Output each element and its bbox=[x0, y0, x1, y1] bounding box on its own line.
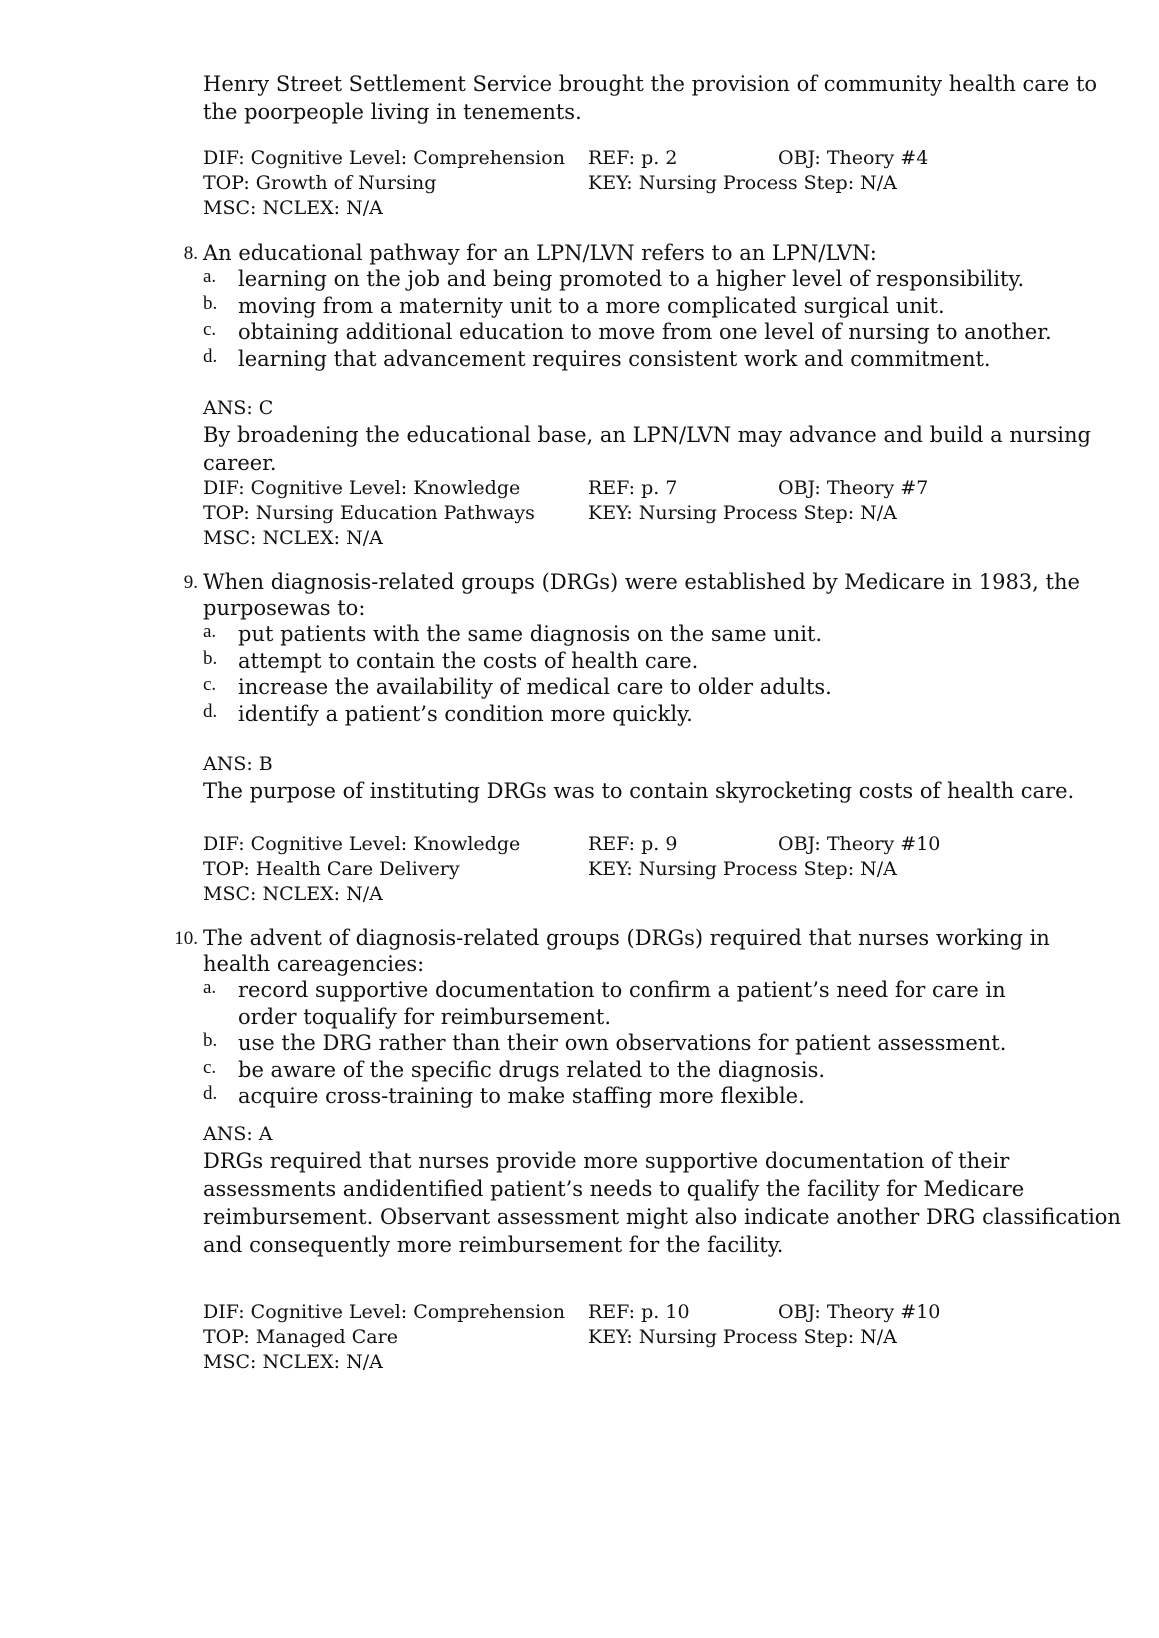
meta-key: KEY: Nursing Process Step: N/A bbox=[588, 858, 897, 880]
answer-option-b bbox=[150, 648, 1110, 675]
meta-topic: TOP: Nursing Education Pathways bbox=[203, 502, 535, 524]
answer-option-a bbox=[150, 621, 1110, 648]
question-number: 10. bbox=[174, 928, 198, 949]
answer-option-c bbox=[150, 674, 1110, 701]
question-stem-line: When diagnosis-related groups (DRGs) were established by Medicare in 1983, the bbox=[203, 570, 1080, 594]
meta-reference: REF: p. 7 bbox=[588, 477, 678, 499]
answer-block-8 bbox=[203, 396, 1123, 477]
answer-option-c bbox=[150, 319, 1110, 346]
answer-key: ANS: C bbox=[203, 397, 274, 419]
intro-rationale bbox=[203, 70, 1123, 126]
option-text: learning that advancement requires consistent work and commitment. bbox=[238, 346, 991, 371]
option-letter: d. bbox=[203, 345, 218, 367]
option-letter: d. bbox=[203, 1083, 218, 1104]
meta-difficulty: DIF: Cognitive Level: Knowledge bbox=[203, 833, 521, 855]
option-text: moving from a maternity unit to a more complicated surgical unit. bbox=[238, 293, 945, 318]
answer-block-9 bbox=[203, 752, 1123, 805]
meta-msc: MSC: NCLEX: N/A bbox=[203, 1351, 383, 1373]
option-letter: b. bbox=[203, 292, 218, 314]
meta-difficulty: DIF: Cognitive Level: Knowledge bbox=[203, 477, 521, 499]
meta-reference: REF: p. 2 bbox=[588, 147, 678, 169]
question-9 bbox=[150, 569, 1110, 727]
option-text: record supportive documentation to confirm a patient’s need for care in bbox=[238, 978, 1006, 1002]
meta-objective: OBJ: Theory #7 bbox=[778, 477, 929, 499]
option-letter: c. bbox=[203, 1056, 217, 1078]
question-stem bbox=[150, 569, 1110, 621]
intro-rationale-line: Henry Street Settlement Service brought the provision of community health care to bbox=[203, 72, 1098, 96]
question-8 bbox=[150, 240, 1110, 372]
meta-reference: REF: p. 10 bbox=[588, 1301, 690, 1323]
option-text: identify a patient’s condition more quickly. bbox=[238, 701, 693, 726]
answer-option-b bbox=[150, 1030, 1110, 1057]
meta-objective: OBJ: Theory #10 bbox=[778, 833, 941, 855]
question-9-metadata bbox=[203, 832, 963, 907]
option-text: put patients with the same diagnosis on the same unit. bbox=[238, 622, 823, 646]
option-letter: a. bbox=[203, 266, 217, 287]
question-10 bbox=[150, 925, 1110, 1110]
option-text: learning on the job and being promoted to a higher level of responsibility. bbox=[238, 267, 1025, 291]
meta-topic: TOP: Managed Care bbox=[203, 1326, 398, 1348]
question-stem-line: purposewas to: bbox=[203, 596, 366, 620]
question-stem bbox=[150, 240, 1110, 266]
answer-option-a bbox=[150, 266, 1110, 293]
answer-option-a bbox=[150, 977, 1110, 1030]
question-stem bbox=[150, 925, 1110, 977]
question-number: 8. bbox=[183, 243, 198, 264]
option-letter: a. bbox=[203, 977, 217, 998]
answer-option-d bbox=[150, 1083, 1110, 1110]
question-stem-line: An educational pathway for an LPN/LVN refers to an LPN/LVN: bbox=[203, 241, 877, 265]
option-letter: a. bbox=[203, 621, 217, 642]
question-number: 9. bbox=[183, 572, 198, 593]
meta-msc: MSC: NCLEX: N/A bbox=[203, 197, 383, 219]
intro-metadata bbox=[203, 146, 963, 221]
answer-key: ANS: B bbox=[203, 753, 273, 775]
question-10-metadata bbox=[203, 1300, 963, 1375]
rationale-line: The purpose of instituting DRGs was to contain skyrocketing costs of health care. bbox=[203, 779, 1075, 803]
meta-objective: OBJ: Theory #10 bbox=[778, 1301, 941, 1323]
rationale-line: reimbursement. Observant assessment might also indicate another DRG classification bbox=[203, 1205, 1121, 1229]
option-text: be aware of the specific drugs related to the diagnosis. bbox=[238, 1057, 826, 1082]
meta-topic: TOP: Health Care Delivery bbox=[203, 858, 460, 880]
question-stem-line: The advent of diagnosis-related groups (DRGs) required that nurses working in bbox=[203, 926, 1050, 950]
meta-difficulty: DIF: Cognitive Level: Comprehension bbox=[203, 1301, 565, 1323]
answer-option-d bbox=[150, 701, 1110, 728]
answer-key: ANS: A bbox=[203, 1123, 273, 1145]
option-text: order toqualify for reimbursement. bbox=[238, 1004, 611, 1029]
meta-reference: REF: p. 9 bbox=[588, 833, 678, 855]
question-8-metadata bbox=[203, 476, 963, 551]
option-letter: d. bbox=[203, 700, 218, 722]
option-text: acquire cross-training to make staffing more flexible. bbox=[238, 1084, 805, 1108]
meta-key: KEY: Nursing Process Step: N/A bbox=[588, 172, 897, 194]
option-letter: b. bbox=[203, 647, 218, 669]
meta-msc: MSC: NCLEX: N/A bbox=[203, 527, 383, 549]
answer-block-10 bbox=[203, 1122, 1123, 1259]
meta-key: KEY: Nursing Process Step: N/A bbox=[588, 1326, 897, 1348]
option-letter: c. bbox=[203, 674, 217, 695]
answer-option-c bbox=[150, 1057, 1110, 1084]
option-text: use the DRG rather than their own observations for patient assessment. bbox=[238, 1031, 1007, 1055]
meta-key: KEY: Nursing Process Step: N/A bbox=[588, 502, 897, 524]
option-text: attempt to contain the costs of health care. bbox=[238, 648, 699, 673]
option-letter: c. bbox=[203, 319, 217, 340]
meta-topic: TOP: Growth of Nursing bbox=[203, 172, 437, 194]
meta-msc: MSC: NCLEX: N/A bbox=[203, 883, 383, 905]
meta-difficulty: DIF: Cognitive Level: Comprehension bbox=[203, 147, 565, 169]
option-letter: b. bbox=[203, 1030, 218, 1051]
rationale-line: assessments andidentified patient’s needs to qualify the facility for Medicare bbox=[203, 1177, 1025, 1201]
answer-option-d bbox=[150, 346, 1110, 373]
meta-objective: OBJ: Theory #4 bbox=[778, 147, 929, 169]
rationale-line: DRGs required that nurses provide more supportive documentation of their bbox=[203, 1149, 1010, 1173]
answer-option-b bbox=[150, 293, 1110, 320]
option-text: obtaining additional education to move from one level of nursing to another. bbox=[238, 320, 1052, 344]
question-stem-line: health careagencies: bbox=[203, 952, 425, 976]
rationale-line: By broadening the educational base, an LPN/LVN may advance and build a nursing career. bbox=[203, 423, 1091, 475]
option-text: increase the availability of medical care to older adults. bbox=[238, 675, 832, 699]
intro-rationale-line: the poorpeople living in tenements. bbox=[203, 100, 582, 124]
rationale-line: and consequently more reimbursement for the facility. bbox=[203, 1233, 784, 1257]
